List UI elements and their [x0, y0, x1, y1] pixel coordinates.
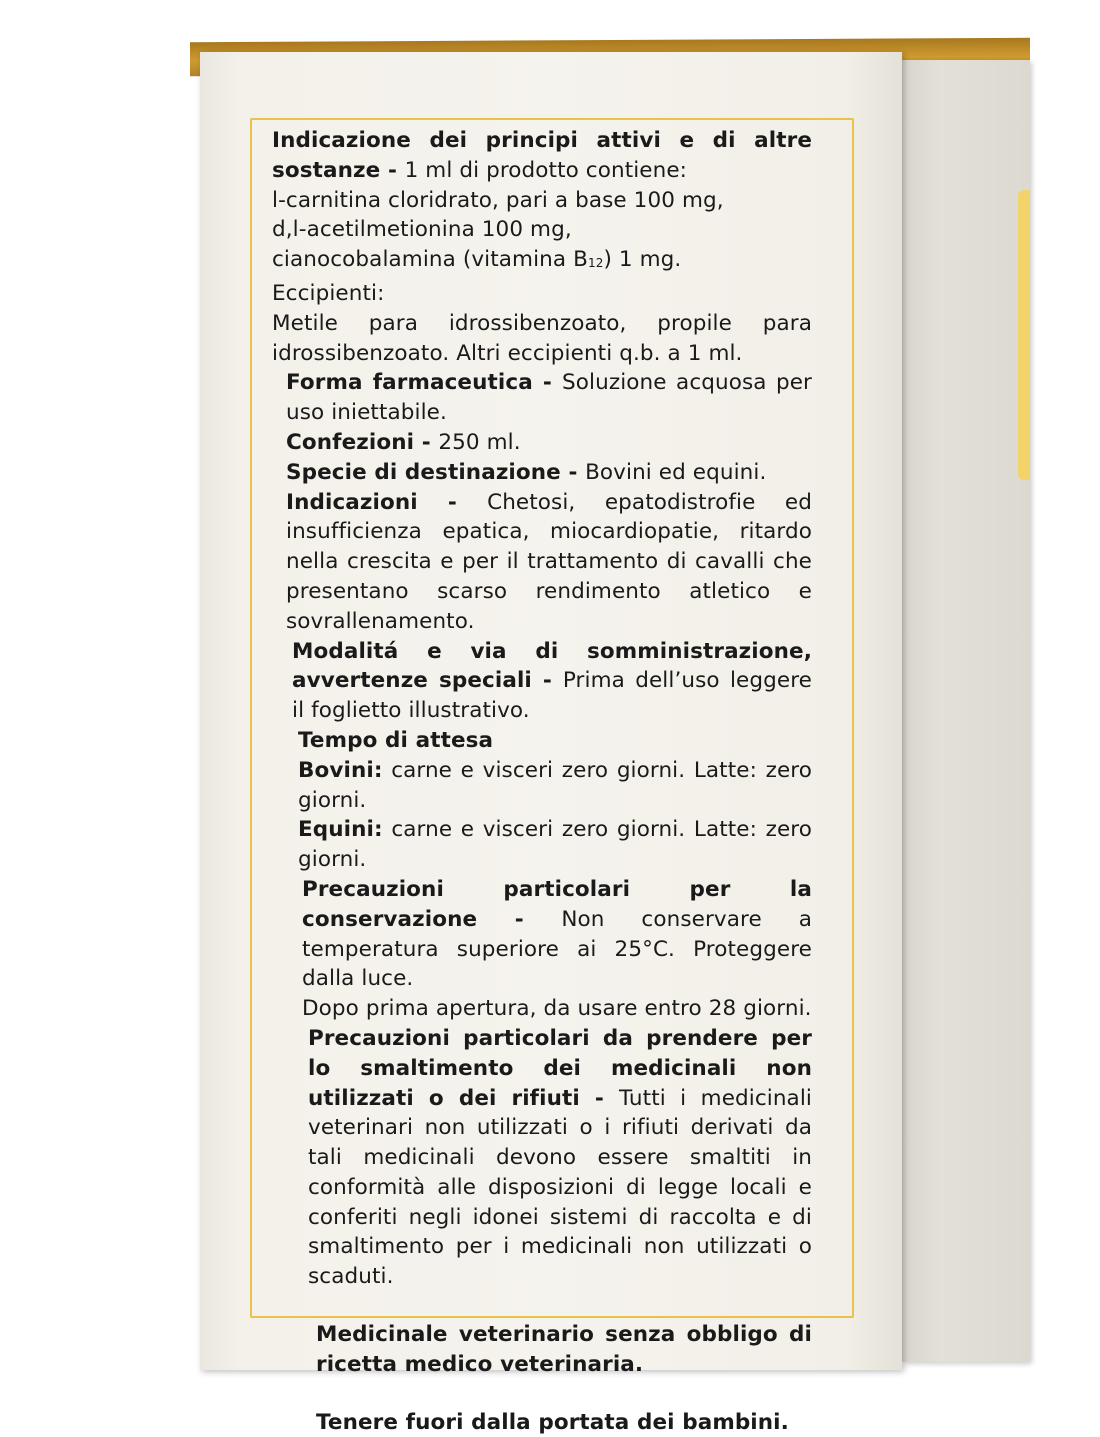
indicazioni-heading: Indicazioni [286, 489, 418, 515]
indicazioni-text: Chetosi, epatodistrofie ed insufficienza epatica, miocardiopatie, ritardo nella crescita e per il trattamento di cavalli che presentano scarso rendimento atletico e sovrallenamento. [286, 489, 812, 634]
b12-subscript: 12 [587, 256, 604, 271]
equini-label: Equini: [298, 817, 383, 843]
spacer [272, 1380, 812, 1408]
conservazione-heading: Precauzioni particolari per la conservazione [302, 876, 812, 932]
equini-text: carne e visceri zero giorni. Latte: zero giorni. [298, 817, 812, 873]
ingredient-b12 [272, 245, 812, 279]
smaltimento-text: Tutti i medicinali veterinari non utilizzati o i rifiuti derivati da tali medicinali devono essere smaltiti in conformità alle disposizioni di legge locali e conferiti negli idonei sistemi di raccolta e di smaltimento per i medicinali non utilizzati o scaduti. [308, 1085, 812, 1290]
bovini-label: Bovini: [298, 757, 383, 783]
box-side-panel [902, 60, 1030, 1362]
principi-heading: Indicazione dei principi attivi e di altre sostanze [272, 128, 812, 183]
excipients-label: Eccipienti: [272, 280, 385, 306]
children-warning: Tenere fuori dalla portata dei bambini. [316, 1409, 789, 1435]
modalita-text: Prima dell’uso leggere il foglietto illustrativo. [292, 668, 812, 724]
b12-suffix: ) 1 mg. [603, 247, 682, 273]
prescription-note: Medicinale veterinario senza obbligo di ricetta medico veterinaria. [316, 1322, 812, 1377]
specie-paragraph: Specie di destinazione - Bovini ed equini. [286, 459, 767, 485]
confezioni-paragraph: Confezioni - 250 ml. [286, 429, 521, 455]
specie-text: Bovini ed equini. [585, 459, 767, 485]
ingredient-2: d,l-acetilmetionina 100 mg, [272, 217, 572, 243]
excipients-text: Metile para idrossibenzoato, propile para idrossibenzoato. Altri eccipienti q.b. a 1 ml. [272, 310, 812, 366]
side-yellow-accent [1018, 190, 1030, 480]
forma-text: Soluzione acquosa per uso iniettabile. [286, 370, 813, 426]
spacer [272, 1292, 812, 1320]
b12-prefix: cianocobalamina (vitamina B [272, 247, 588, 273]
after-opening-note: Dopo prima apertura, da usare entro 28 giorni. [302, 996, 812, 1022]
attesa-heading: Tempo di attesa [298, 727, 494, 753]
ingredient-1: l-carnitina cloridrato, pari a base 100 mg, [272, 187, 724, 213]
principi-paragraph: Indicazione dei principi attivi e di altre sostanze - 1 ml di prodotto contiene: [272, 128, 812, 183]
modalita-heading: Modalitá e via di somministrazione, avvertenze speciali [292, 638, 812, 694]
smaltimento-heading: Precauzioni particolari da prendere per lo smaltimento dei medicinali non utilizzati o dei rifiuti [308, 1025, 812, 1111]
bovini-text: carne e visceri zero giorni. Latte: zero giorni. [298, 757, 812, 813]
conservazione-text: Non conservare a temperatura superiore ai 25°C. Proteggere dalla luce. [302, 906, 812, 992]
forma-heading: Forma farmaceutica [286, 370, 533, 396]
specie-heading: Specie di destinazione [286, 459, 561, 485]
modalita-paragraph: Modalitá e via di somministrazione, avvertenze speciali - Prima dell’uso leggere il foglietto illustrativo. [292, 638, 812, 724]
forma-paragraph: Forma farmaceutica - Soluzione acquosa per uso iniettabile. [286, 370, 813, 426]
principi-intro: 1 ml di prodotto contiene: [404, 157, 688, 183]
conservazione-paragraph: Precauzioni particolari per la conservazione - Non conservare a temperatura superiore ai 25°C. Proteggere dalla luce. [302, 876, 812, 992]
attesa-equini [298, 815, 812, 875]
indicazioni-paragraph: Indicazioni - Chetosi, epatodistrofie ed insufficienza epatica, miocardiopatie, ritardo nella crescita e per il trattamento di cavalli che presentano scarso rendimento atletico e sovrallenamento. [286, 489, 812, 634]
confezioni-text: 250 ml. [438, 429, 521, 455]
label-text-block [272, 126, 812, 1437]
attesa-bovini [298, 756, 812, 816]
smaltimento-paragraph: Precauzioni particolari da prendere per lo smaltimento dei medicinali non utilizzati o dei rifiuti - Tutti i medicinali veterinari non utilizzati o i rifiuti derivati da tali medicinali devono essere smaltiti in conformità alle disposizioni di legge locali e conferiti negli idonei sistemi di raccolta e di smaltimento per i medicinali non utilizzati o scaduti. [308, 1025, 812, 1290]
confezioni-heading: Confezioni [286, 429, 415, 455]
